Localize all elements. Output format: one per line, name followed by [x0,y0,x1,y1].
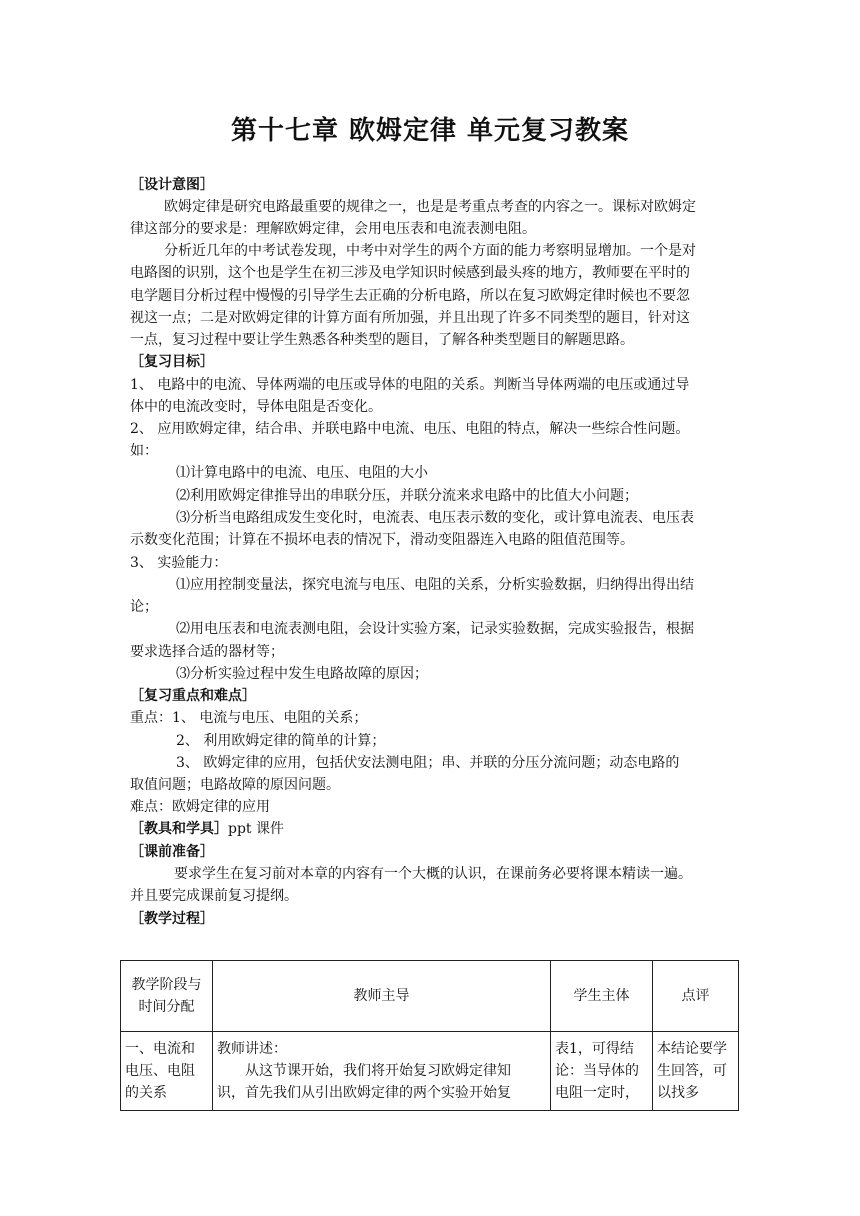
goal-2-line-2: 如： [130,443,158,459]
section-heading-preparation: ［课前准备］ [130,844,214,860]
section-heading-goal: ［复习目标］ [130,354,214,370]
section-heading-design: ［设计意图］ [130,177,214,193]
table-header-stage: 教学阶段与时间分配 [121,961,213,1032]
design-paragraph-1-line-2: 律这部分的要求是：理解欧姆定律，会用电压表和电流表测电阻。 [130,221,536,237]
goal-3-sub-2-line-1: ⑵用电压表和电流表测电阻，会设计实验方案，记录实验数据，完成实验报告，根据 [176,621,694,637]
tools-line [130,819,734,839]
table-header-student: 学生主体 [551,961,653,1032]
teacher-line-1: 教师讲述： [217,1041,287,1057]
design-paragraph-1-line-1: 欧姆定律是研究电路最重要的规律之一，也是是考重点考查的内容之一。课标对欧姆定 [164,199,696,215]
key-point-3-line-1: 3、 欧姆定律的应用，包括伏安法测电阻；串、并联的分压分流问题；动态电路的 [176,755,680,771]
table-header-comment: 点评 [653,961,739,1032]
section-heading-process: ［教学过程］ [130,911,214,927]
design-paragraph-2-line-1: 分析近几年的中考试卷发现，中考中对学生的两个方面的能力考察明显增加。一个是对 [164,243,696,259]
table-header-teacher: 教师主导 [213,961,551,1032]
goal-2-sub-1: ⑴计算电路中的电流、电压、电阻的大小 [176,465,428,481]
goal-3-sub-1-line-2: 论； [130,599,158,615]
goal-1-line-2: 体中的电流改变时，导体电阻是否变化。 [130,399,382,415]
section-heading-tools: ［教具和学具］ [130,821,228,837]
goal-3-sub-3: ⑶分析实验过程中发生电路故障的原因； [176,666,428,682]
goal-3-sub-2-line-2: 要求选择合适的器材等； [130,644,284,660]
goal-3-sub-1-line-1: ⑴应用控制变量法，探究电流与电压、电阻的关系，分析实验数据，归纳得出得出结 [176,577,694,593]
goal-3: 3、 实验能力： [130,555,228,571]
goal-2-sub-2: ⑵利用欧姆定律推导出的串联分压，并联分流来求电路中的比值大小问题； [176,488,638,504]
teacher-line-3: 识，首先我们从引出欧姆定律的两个实验开始复 [217,1085,511,1101]
goal-1-line-1: 1、 电路中的电流、导体两端的电压或导体的电阻的关系。判断当导体两端的电压或通过导 [130,377,690,393]
design-paragraph-2-line-2: 电路图的识别，这个也是学生在初三涉及电学知识时候感到最头疼的地方，教师要在平时的 [130,265,690,281]
table-cell-comment: 本结论要学生回答，可以找多 [653,1032,739,1111]
table-cell-stage: 一、电流和电压、电阻的关系 [121,1032,213,1111]
design-paragraph-2-line-4: 视这一点；二是对欧姆定律的计算方面有所加强，并且出现了许多不同类型的题目，针对这 [130,310,690,326]
table-cell-teacher [213,1032,551,1111]
preparation-line-1: 要求学生在复习前对本章的内容有一个大概的认识，在课前务必要将课本精读一遍。 [174,866,692,882]
table-cell-student: 表1，可得结论：当导体的电阻一定时， [551,1032,653,1111]
goal-2-line-1: 2、 应用欧姆定律，结合串、并联电路中电流、电压、电阻的特点，解决一些综合性问题。 [130,421,690,437]
design-paragraph-2-line-3: 电学题目分析过程中慢慢的引导学生去正确的分析电路，所以在复习欧姆定律时候也不要忽 [130,288,690,304]
table-header-row [121,961,739,1032]
page-title: 第十七章 欧姆定律 单元复习教案 [230,116,630,146]
tools-value: ppt 课件 [228,821,284,837]
key-point-2: 2、 利用欧姆定律的简单的计算； [176,733,386,749]
difficulty-line: 难点：欧姆定律的应用 [130,799,270,815]
key-point-1: 重点：1、 电流与电压、电阻的关系； [130,710,368,726]
design-paragraph-2-line-5: 一点，复习过程中要让学生熟悉各种类型的题目，了解各种类型题目的解题思路。 [130,332,634,348]
table-row [121,1032,739,1111]
key-point-3-line-2: 取值问题；电路故障的原因问题。 [130,777,340,793]
teaching-process-table [120,960,739,1111]
goal-2-sub-3-line-1: ⑶分析当电路组成发生变化时，电流表、电压表示数的变化，或计算电流表、电压表 [176,510,694,526]
teacher-line-2: 从这节课开始，我们将开始复习欧姆定律知 [245,1063,511,1079]
preparation-line-2: 并且要完成课前复习提纲。 [130,888,298,904]
section-heading-key-points: ［复习重点和难点］ [130,688,256,704]
goal-2-sub-3-line-2: 示数变化范围；计算在不损坏电表的情况下，滑动变阻器连入电路的阻值范围等。 [130,532,634,548]
